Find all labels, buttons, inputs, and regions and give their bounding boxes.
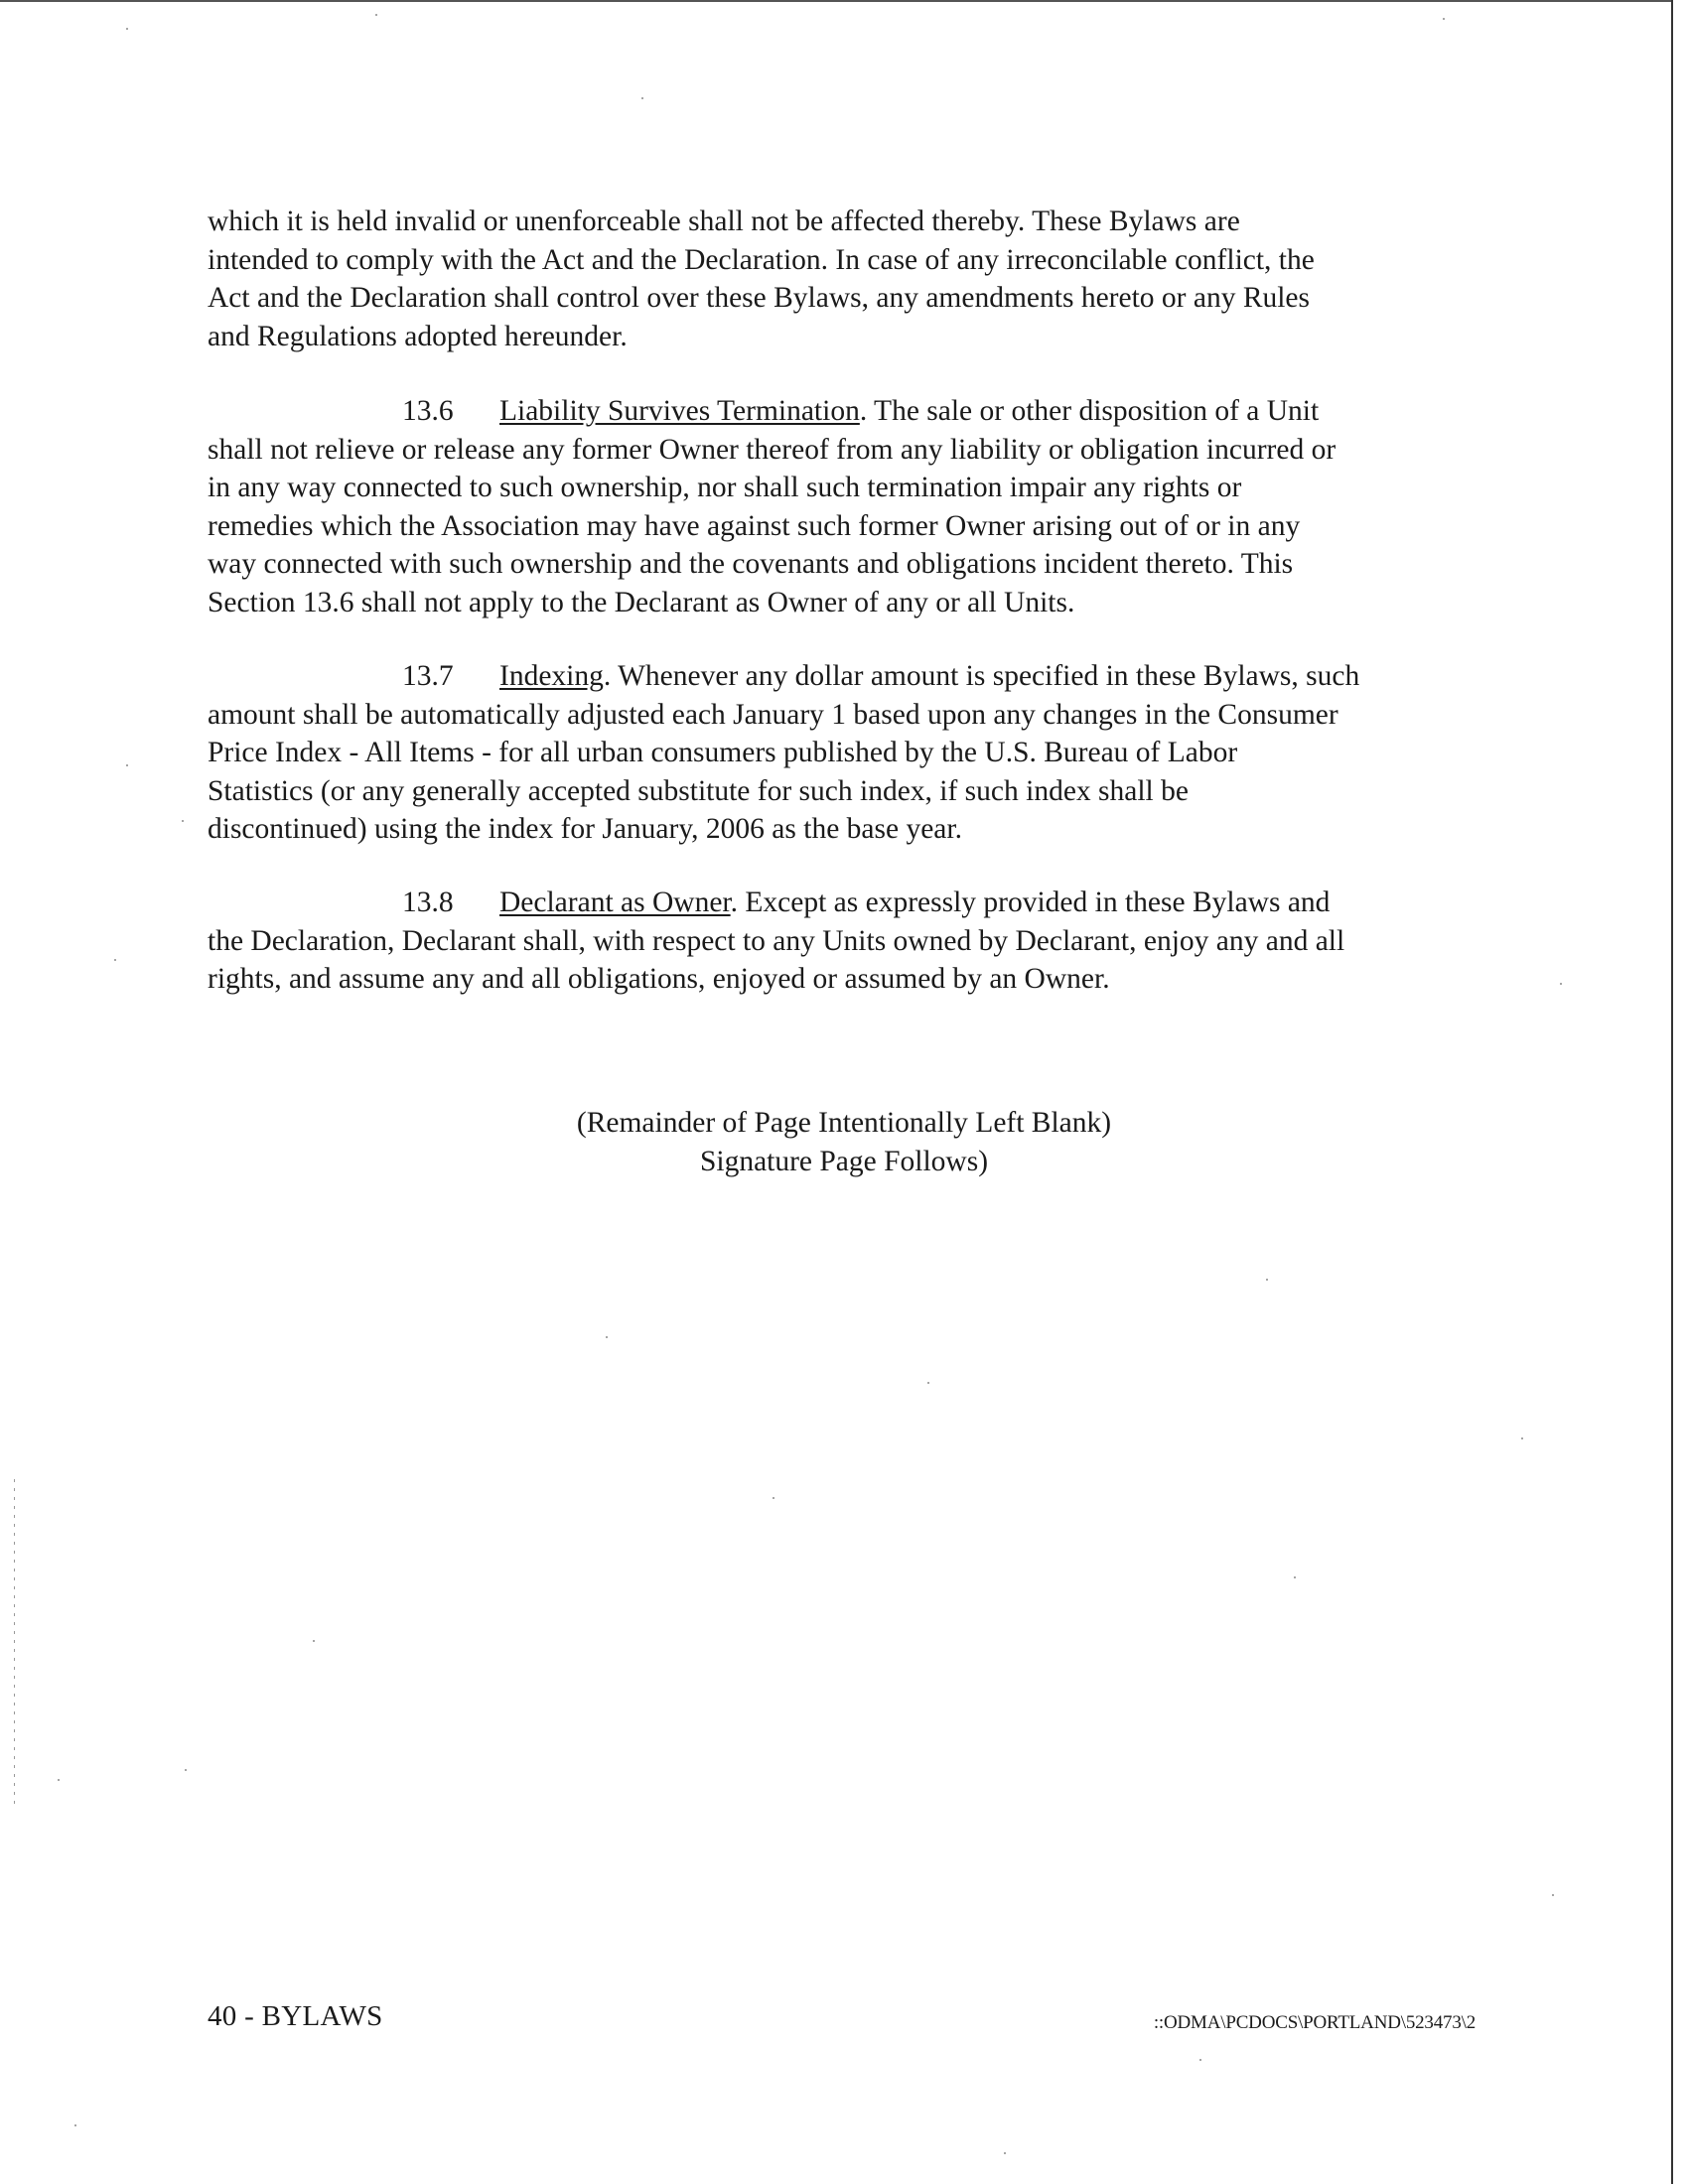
text-line: which it is held invalid or unenforceable shall not be affected thereby. These Bylaws are	[208, 205, 1240, 237]
remainder-note-line: (Remainder of Page Intentionally Left Blank)	[576, 1107, 1112, 1139]
section-first-line-text: . Except as expressly provided in these Bylaws and	[730, 887, 1331, 918]
scan-speck	[185, 1769, 187, 1771]
section-heading: Liability Survives Termination	[499, 395, 860, 427]
text-line: remedies which the Association may have against such former Owner arising out of or in any	[208, 509, 1301, 542]
section-number: 13.8	[402, 887, 454, 918]
section-first-line	[208, 884, 1488, 922]
section-first-line	[208, 657, 1488, 696]
section-number: 13.7	[402, 660, 454, 692]
text-line: the Declaration, Declarant shall, with respect to any Units owned by Declarant, enjoy any and all	[208, 924, 1345, 957]
scan-speck	[1521, 1437, 1523, 1439]
text-line: intended to comply with the Act and the Declaration. In case of any irreconcilable conflict, the	[208, 243, 1315, 276]
page-border-right	[1671, 0, 1673, 2184]
remainder-note-line: Signature Page Follows)	[699, 1146, 989, 1177]
section-heading: Declarant as Owner	[499, 887, 731, 918]
scan-speck	[1266, 1279, 1268, 1281]
section-13-6	[208, 392, 1488, 621]
scan-speck	[58, 1779, 60, 1781]
text-line: shall not relieve or release any former Owner thereof from any liability or obligation incurred or	[208, 433, 1336, 466]
text-line: Statistics (or any generally accepted substitute for such index, if such index shall be	[208, 774, 1189, 807]
scan-speck	[1560, 983, 1562, 985]
scan-speck	[773, 1497, 774, 1499]
scan-speck	[313, 1640, 315, 1642]
footer-page-label: 40 - BYLAWS	[208, 2000, 383, 2032]
text-line: and Regulations adopted hereunder.	[208, 320, 628, 352]
paragraph-continuation	[208, 203, 1488, 355]
text-line: Act and the Declaration shall control over these Bylaws, any amendments hereto or any Rules	[208, 282, 1311, 314]
text-line: amount shall be automatically adjusted each January 1 based upon any changes in the Consumer	[208, 698, 1338, 731]
section-first-line	[208, 392, 1488, 431]
page-border-left	[14, 1479, 15, 1807]
text-line: way connected with such ownership and the covenants and obligations incident thereto. This	[208, 548, 1294, 580]
text-line: Section 13.6 shall not apply to the Declarant as Owner of any or all Units.	[208, 586, 1075, 618]
scan-speck	[641, 97, 643, 99]
scan-speck	[126, 28, 128, 30]
page-border-top	[0, 0, 1673, 2]
scan-speck	[126, 764, 128, 766]
scan-speck	[182, 820, 184, 822]
scan-speck	[927, 1382, 929, 1384]
section-13-8	[208, 884, 1488, 999]
footer-doc-path: ::ODMA\PCDOCS\PORTLAND\523473\2	[1153, 2012, 1476, 2033]
scan-speck	[1294, 1576, 1296, 1578]
section-13-7	[208, 657, 1488, 849]
text-line: discontinued) using the index for January, 2006 as the base year.	[208, 813, 962, 845]
scan-speck	[1004, 2152, 1006, 2154]
section-number: 13.6	[402, 395, 454, 427]
text-line: rights, and assume any and all obligations, enjoyed or assumed by an Owner.	[208, 963, 1110, 995]
remainder-note	[0, 1104, 1688, 1181]
scan-speck	[114, 959, 116, 961]
text-line: in any way connected to such ownership, nor shall such termination impair any rights or	[208, 472, 1242, 503]
section-first-line-text: . Whenever any dollar amount is specified in these Bylaws, such	[603, 660, 1360, 692]
section-heading: Indexing	[499, 660, 604, 692]
scan-speck	[1443, 18, 1445, 20]
scan-speck	[375, 14, 377, 16]
text-line: Price Index - All Items - for all urban consumers published by the U.S. Bureau of Labor	[208, 737, 1238, 768]
scan-speck	[606, 1336, 608, 1338]
section-first-line-text: . The sale or other disposition of a Unit	[859, 395, 1320, 427]
scan-speck	[1199, 2059, 1201, 2061]
scan-speck	[74, 2124, 76, 2126]
scan-speck	[1552, 1894, 1554, 1896]
